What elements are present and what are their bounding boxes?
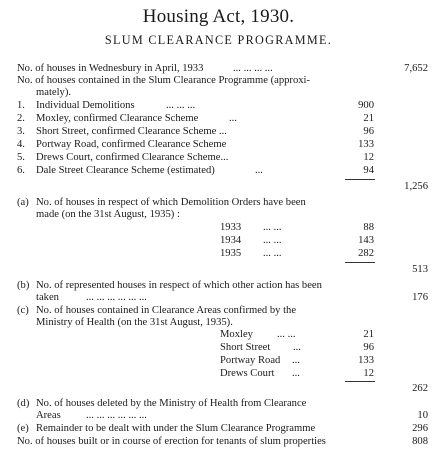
section-b-leaders: ... ... ... ... ... ... — [86, 292, 147, 303]
section-b-marker: (b) — [17, 280, 30, 291]
programme-item-number: 1. — [17, 100, 25, 111]
programme-item-leaders: ... — [229, 113, 237, 124]
programme-item-label: Short Street, confirmed Clearance Scheme ... — [36, 126, 227, 137]
wednesbury-label: No. of houses in Wednesbury in April, 1933 — [17, 63, 204, 74]
section-a-year-value: 282 — [358, 248, 374, 259]
section-a-year-leaders: ... ... — [263, 248, 282, 259]
section-b-line1: No. of represented houses in respect of which other action has been — [36, 280, 322, 291]
programme-item-leaders: ... ... ... — [166, 100, 196, 111]
programme-item-label: Portway Road, confirmed Clearance Scheme — [36, 139, 227, 150]
programme-item-number: 2. — [17, 113, 25, 124]
programme-item-value: 21 — [363, 113, 374, 124]
section-a-line2: made (on the 31st August, 1935) : — [36, 209, 180, 220]
programme-item-label: Moxley, confirmed Clearance Scheme — [36, 113, 199, 124]
programme-item-value: 94 — [363, 165, 374, 176]
section-c-area-leaders: ... — [292, 355, 300, 366]
section-d-line2: Areas — [36, 410, 61, 421]
programme-item-value: 133 — [358, 139, 374, 150]
wednesbury-leaders: ... ... ... ... — [233, 63, 273, 74]
section-a-year-leaders: ... ... — [263, 235, 282, 246]
section-c-line1: No. of houses contained in Clearance Areas confirmed by the — [36, 305, 297, 316]
document-subtitle: SLUM CLEARANCE PROGRAMME. — [104, 33, 333, 47]
programme-intro-line1: No. of houses contained in the Slum Clearance Programme (approxi- — [17, 75, 311, 86]
section-a-year: 1933 — [220, 222, 242, 233]
section-a-year: 1935 — [220, 248, 242, 259]
section-c-line2: Ministry of Health (on the 31st August, 1935). — [36, 317, 233, 328]
built-houses-value: 808 — [412, 436, 428, 447]
section-a-year-leaders: ... ... — [263, 222, 282, 233]
section-a-marker: (a) — [17, 197, 29, 208]
section-d-value: 10 — [417, 410, 428, 421]
section-e-label: Remainder to be dealt with under the Slum Clearance Programme — [36, 423, 316, 434]
section-a-year: 1934 — [220, 235, 242, 246]
section-b-line2: taken — [36, 292, 59, 303]
programme-item-number: 5. — [17, 152, 25, 163]
section-c-total: 262 — [412, 383, 428, 394]
section-c-area-value: 12 — [363, 368, 374, 379]
wednesbury-value: 7,652 — [404, 63, 428, 74]
built-houses-label: No. of houses built or in course of erection for tenants of slum properties — [17, 436, 326, 447]
section-a-total: 513 — [412, 264, 428, 275]
section-c-marker: (c) — [17, 305, 29, 316]
section-c-area-name: Drews Court — [220, 368, 275, 379]
programme-item-label: Individual Demolitions — [36, 100, 135, 111]
section-d-line1: No. of houses deleted by the Ministry of Health from Clearance — [36, 398, 307, 409]
section-c-area-name: Moxley — [220, 329, 253, 340]
programme-item-value: 900 — [358, 100, 374, 111]
section-d-leaders: ... ... ... ... ... ... — [86, 410, 147, 421]
subtotal-rule — [345, 262, 375, 263]
programme-item-value: 96 — [363, 126, 374, 137]
subtotal-rule — [345, 179, 375, 180]
section-a-year-value: 143 — [358, 235, 374, 246]
section-a-line1: No. of houses in respect of which Demolition Orders have been — [36, 197, 306, 208]
section-e-marker: (e) — [17, 423, 29, 434]
section-c-area-leaders: ... ... — [277, 329, 296, 340]
section-c-area-value: 96 — [363, 342, 374, 353]
section-c-area-leaders: ... — [293, 342, 301, 353]
programme-intro-line2: mately). — [36, 87, 72, 98]
section-c-area-value: 21 — [363, 329, 374, 340]
section-c-area-leaders: ... — [292, 368, 300, 379]
programme-item-label: Dale Street Clearance Scheme (estimated) — [36, 165, 215, 176]
programme-item-number: 4. — [17, 139, 25, 150]
subtotal-rule — [345, 381, 375, 382]
section-b-value: 176 — [412, 292, 428, 303]
section-c-area-name: Short Street — [220, 342, 271, 353]
section-d-marker: (d) — [17, 398, 30, 409]
programme-item-leaders: ... — [255, 165, 263, 176]
document-title: Housing Act, 1930. — [142, 6, 295, 27]
section-e-value: 296 — [412, 423, 428, 434]
section-a-year-value: 88 — [363, 222, 374, 233]
section-c-area-value: 133 — [358, 355, 374, 366]
programme-item-number: 3. — [17, 126, 25, 137]
section-c-area-name: Portway Road — [220, 355, 281, 366]
programme-item-value: 12 — [363, 152, 374, 163]
programme-item-number: 6. — [17, 165, 25, 176]
programme-total: 1,256 — [404, 181, 428, 192]
programme-item-label: Drews Court, confirmed Clearance Scheme... — [36, 152, 229, 163]
